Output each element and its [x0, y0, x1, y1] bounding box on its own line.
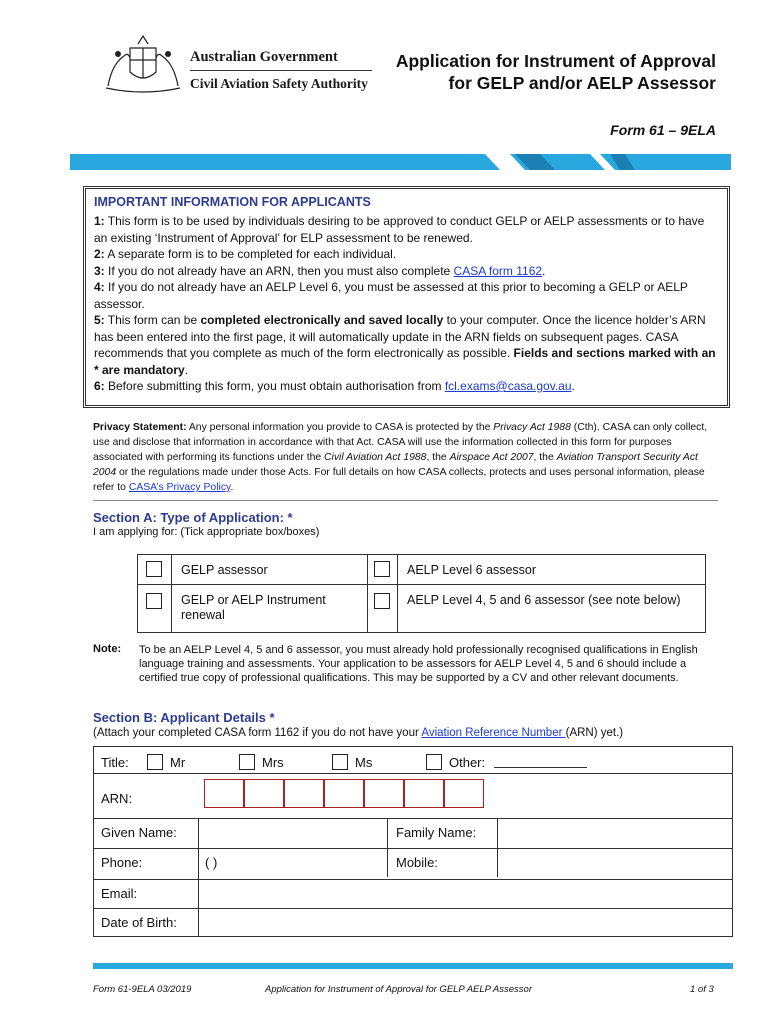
divider	[387, 818, 388, 877]
aelp-level456-label: AELP Level 4, 5 and 6 assessor (see note below)	[407, 593, 681, 607]
header-banner	[70, 154, 731, 170]
email-input[interactable]	[199, 880, 732, 908]
form-title: Application for Instrument of Approval for GELP and/or AELP Assessor	[395, 51, 716, 93]
gelp-assessor-label: GELP assessor	[181, 563, 268, 577]
phone-label: Phone:	[101, 855, 143, 870]
note-text: To be an AELP Level 4, 5 and 6 assessor, you must already hold professionally recognised qualifications in English language training and assessments. Your application to be assessors for AELP Level 4, 5 and 6 should include a certified true copy of professional qualifications. This may be supported by a CV and other relevant documents.	[139, 644, 698, 684]
instrument-renewal-checkbox[interactable]	[146, 593, 162, 609]
info-text: This form is to be used by individuals desiring to be approved to conduct GELP or AELP assessments or to have an existing ‘Instrument of Approval’ for ELP assessment to be renewed.	[94, 214, 705, 245]
arn-digit-input[interactable]	[444, 779, 484, 808]
divider	[397, 555, 398, 632]
casa-form-1162-link[interactable]: CASA form 1162	[453, 263, 543, 278]
info-num: 6:	[94, 379, 105, 393]
important-information-box	[83, 186, 730, 408]
privacy-text: (Cth). CASA can only collect, use and disclose that information in accordance with that Act. CASA will use the information collected in this form for purposes associated with performing its functions under the	[93, 422, 708, 463]
fcl-exams-email-link[interactable]: fcl.exams@casa.gov.au	[444, 379, 572, 393]
title-other-checkbox[interactable]	[426, 754, 442, 770]
title-mrs-label: Mrs	[262, 755, 284, 770]
info-text: .	[571, 379, 575, 393]
arn-input-cells	[204, 779, 484, 808]
title-other-label: Other:	[449, 755, 486, 770]
info-text: A separate form is to be completed for each individual.	[104, 247, 397, 261]
arn-digit-input[interactable]	[244, 779, 284, 808]
title-label: Title:	[101, 755, 129, 770]
section-a-title: Section A: Type of Application: *	[93, 510, 293, 525]
arn-digit-input[interactable]	[404, 779, 444, 808]
privacy-statement	[93, 420, 718, 495]
form-number: Form 61 – 9ELA	[610, 122, 716, 138]
note-label: Note:	[93, 643, 122, 655]
info-num: 3:	[94, 263, 105, 278]
info-text: .	[184, 362, 189, 377]
info-item-6	[94, 378, 719, 395]
footer-title: Application for Instrument of Approval for GELP AELP Assessor	[265, 984, 533, 995]
section-b-subtitle	[93, 727, 623, 739]
divider	[171, 555, 172, 632]
privacy-act-name: Privacy Act 1988	[493, 422, 571, 433]
aelp-level456-checkbox[interactable]	[374, 593, 390, 609]
info-text: If you do not already have an AELP Level 6, you must be assessed at this prior to becoming a GELP or AELP assessor.	[94, 280, 688, 311]
info-num: 5:	[94, 313, 105, 327]
info-text: .	[542, 263, 546, 278]
privacy-text: or the regulations made under those Acts. For full details on how CASA collects, protects and uses personal information, please refer to	[93, 467, 705, 493]
title-mr-checkbox[interactable]	[147, 754, 163, 770]
privacy-text: , the	[426, 452, 450, 463]
arn-digit-input[interactable]	[324, 779, 364, 808]
arn-digit-input[interactable]	[284, 779, 324, 808]
footer-page-number: 1 of 3	[690, 984, 714, 995]
privacy-label: Privacy Statement:	[93, 422, 187, 433]
info-item-2	[94, 246, 719, 263]
divider	[367, 555, 368, 632]
info-heading: IMPORTANT INFORMATION FOR APPLICANTS	[94, 195, 371, 209]
arn-link[interactable]: Aviation Reference Number	[421, 727, 566, 739]
email-label: Email:	[101, 886, 138, 901]
title-other-input[interactable]	[494, 767, 587, 768]
footer-form-ref: Form 61-9ELA 03/2019	[93, 984, 192, 995]
info-item-3	[94, 263, 719, 280]
section-a-subtitle: I am applying for: (Tick appropriate box/boxes)	[93, 526, 320, 538]
given-name-label: Given Name:	[101, 825, 177, 840]
title-ms-label: Ms	[355, 755, 373, 770]
org-line-government: Australian Government	[190, 49, 372, 71]
privacy-act-name: Civil Aviation Act 1988	[324, 452, 427, 463]
info-text: This form can be	[104, 313, 201, 327]
divider	[93, 500, 718, 501]
family-name-input[interactable]	[498, 819, 732, 848]
arn-label: ARN:	[101, 791, 133, 806]
aelp-level6-checkbox[interactable]	[374, 561, 390, 577]
gelp-assessor-checkbox[interactable]	[146, 561, 162, 577]
application-type-table	[137, 554, 706, 633]
info-num: 2:	[94, 247, 105, 261]
dob-label: Date of Birth:	[101, 915, 177, 930]
org-line-casa: Civil Aviation Safety Authority	[190, 76, 368, 91]
coat-of-arms-logo	[100, 34, 186, 94]
info-text: If you do not already have an ARN, then you must also complete	[104, 263, 454, 278]
phone-area-code[interactable]: ( )	[205, 855, 218, 870]
arn-digit-input[interactable]	[204, 779, 244, 808]
divider	[94, 773, 732, 774]
divider	[138, 584, 705, 585]
dob-input[interactable]	[199, 909, 732, 937]
title-mrs-checkbox[interactable]	[239, 754, 255, 770]
info-text: to your computer. Once the licence holder’s ARN has been entered into the first page, it will automatically update in the ARN fields on subsequent pages. CASA recommends that you complete as much of the form electronically as possible.	[94, 313, 706, 360]
section-b-subtitle-text: (Attach your completed CASA form 1162 if you do not have your	[93, 727, 422, 739]
section-b-subtitle-text: (ARN) yet.)	[565, 727, 624, 739]
footer-bar	[93, 963, 733, 969]
privacy-act-name: Airspace Act 2007	[449, 452, 534, 463]
privacy-act-name: Aviation Transport Security Act 2004	[93, 452, 698, 478]
mobile-label: Mobile:	[396, 855, 438, 870]
aelp-level6-label: AELP Level 6 assessor	[407, 563, 537, 577]
title-mr-label: Mr	[170, 755, 186, 770]
info-item-4	[94, 279, 719, 312]
instrument-renewal-label: GELP or AELP Instrument renewal	[181, 593, 326, 622]
info-num: 1:	[94, 214, 105, 228]
info-num: 4:	[94, 280, 105, 294]
privacy-text: Any personal information you provide to CASA is protected by the	[186, 422, 494, 433]
privacy-text: .	[230, 482, 234, 493]
info-item-5	[94, 312, 719, 378]
section-b-title: Section B: Applicant Details *	[93, 710, 275, 725]
family-name-label: Family Name:	[396, 825, 477, 840]
arn-digit-input[interactable]	[364, 779, 404, 808]
organisation-name	[190, 49, 372, 92]
info-item-1	[94, 213, 719, 246]
given-name-input[interactable]	[199, 819, 387, 848]
privacy-policy-link[interactable]: CASA’s Privacy Policy	[128, 482, 231, 493]
title-ms-checkbox[interactable]	[332, 754, 348, 770]
mandatory-note: Fields and sections marked with an * are mandatory	[94, 346, 716, 377]
mobile-input[interactable]	[498, 849, 732, 879]
applicant-details-table	[93, 746, 733, 937]
privacy-text: , the	[533, 452, 557, 463]
info-text: Before submitting this form, you must obtain authorisation from	[104, 379, 445, 393]
info-bold-text: completed electronically and saved locally	[200, 313, 444, 327]
